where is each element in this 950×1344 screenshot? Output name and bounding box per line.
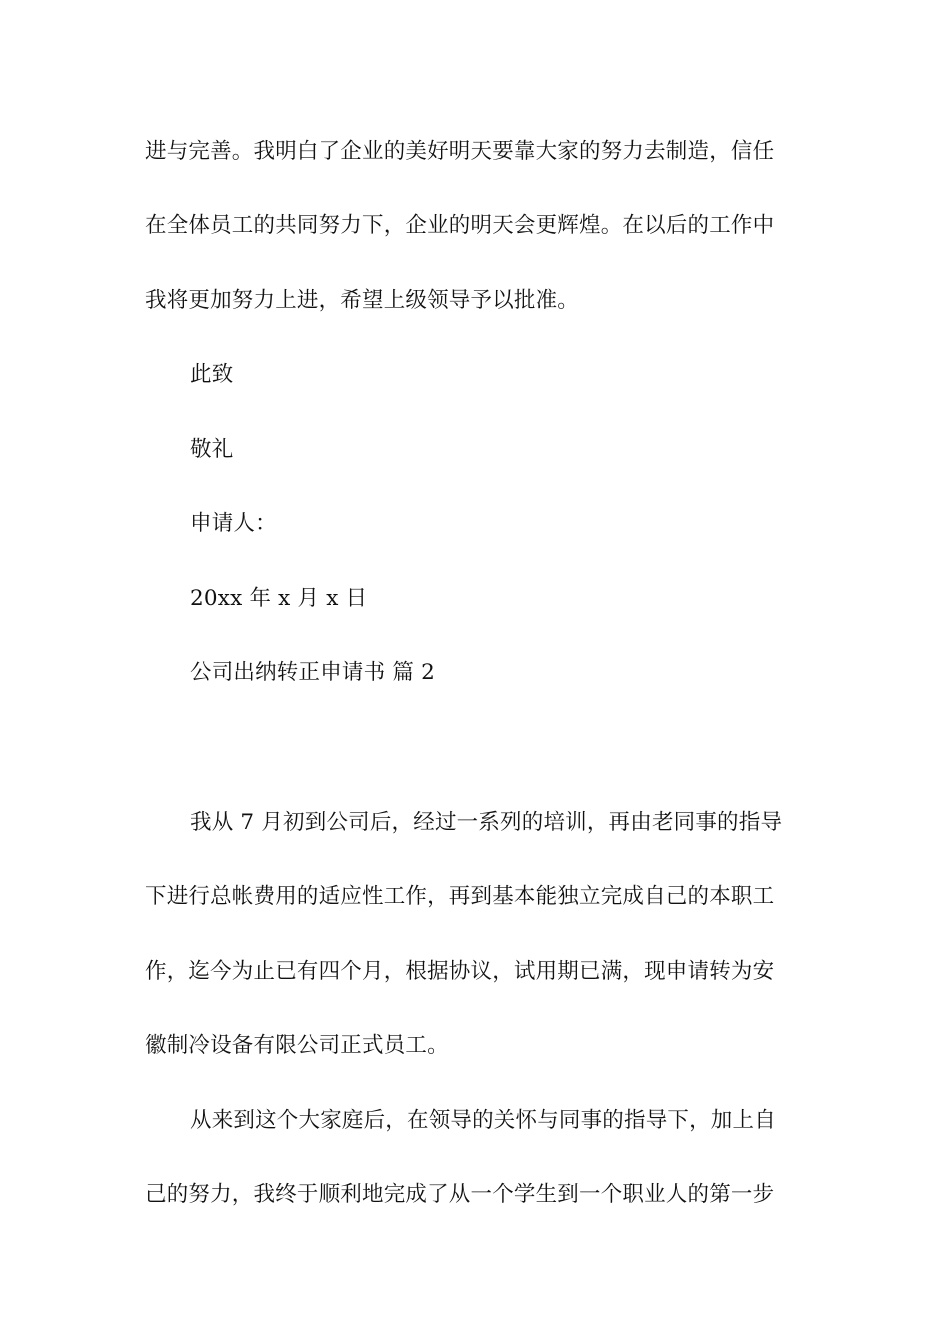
- paragraph-line: 在全体员工的共同努力下，企业的明天会更辉煌。在以后的工作中: [145, 213, 775, 238]
- applicant-label: 申请人：: [190, 511, 277, 536]
- paragraph-line: 作，迄今为止已有四个月，根据协议，试用期已满，现申请转为安: [145, 959, 775, 984]
- date-line: 20xx 年 x 月 x 日: [190, 586, 368, 611]
- salutation-line: 敬礼: [190, 437, 234, 462]
- paragraph-line: 徽制冷设备有限公司正式员工。: [145, 1033, 449, 1058]
- paragraph-line: 我将更加努力上进，希望上级领导予以批准。: [145, 288, 580, 313]
- paragraph-line: 己的努力，我终于顺利地完成了从一个学生到一个职业人的第一步: [145, 1182, 775, 1207]
- paragraph-line: 我从 7 月初到公司后，经过一系列的培训，再由老同事的指导: [190, 810, 783, 835]
- paragraph-line: 进与完善。我明白了企业的美好明天要靠大家的努力去制造，信任: [145, 139, 775, 164]
- paragraph-line: 下进行总帐费用的适应性工作，再到基本能独立完成自己的本职工: [145, 884, 775, 909]
- section-title: 公司出纳转正申请书 篇 2: [190, 660, 435, 685]
- closing-line: 此致: [190, 362, 234, 387]
- paragraph-line: 从来到这个大家庭后，在领导的关怀与同事的指导下，加上自: [190, 1108, 776, 1133]
